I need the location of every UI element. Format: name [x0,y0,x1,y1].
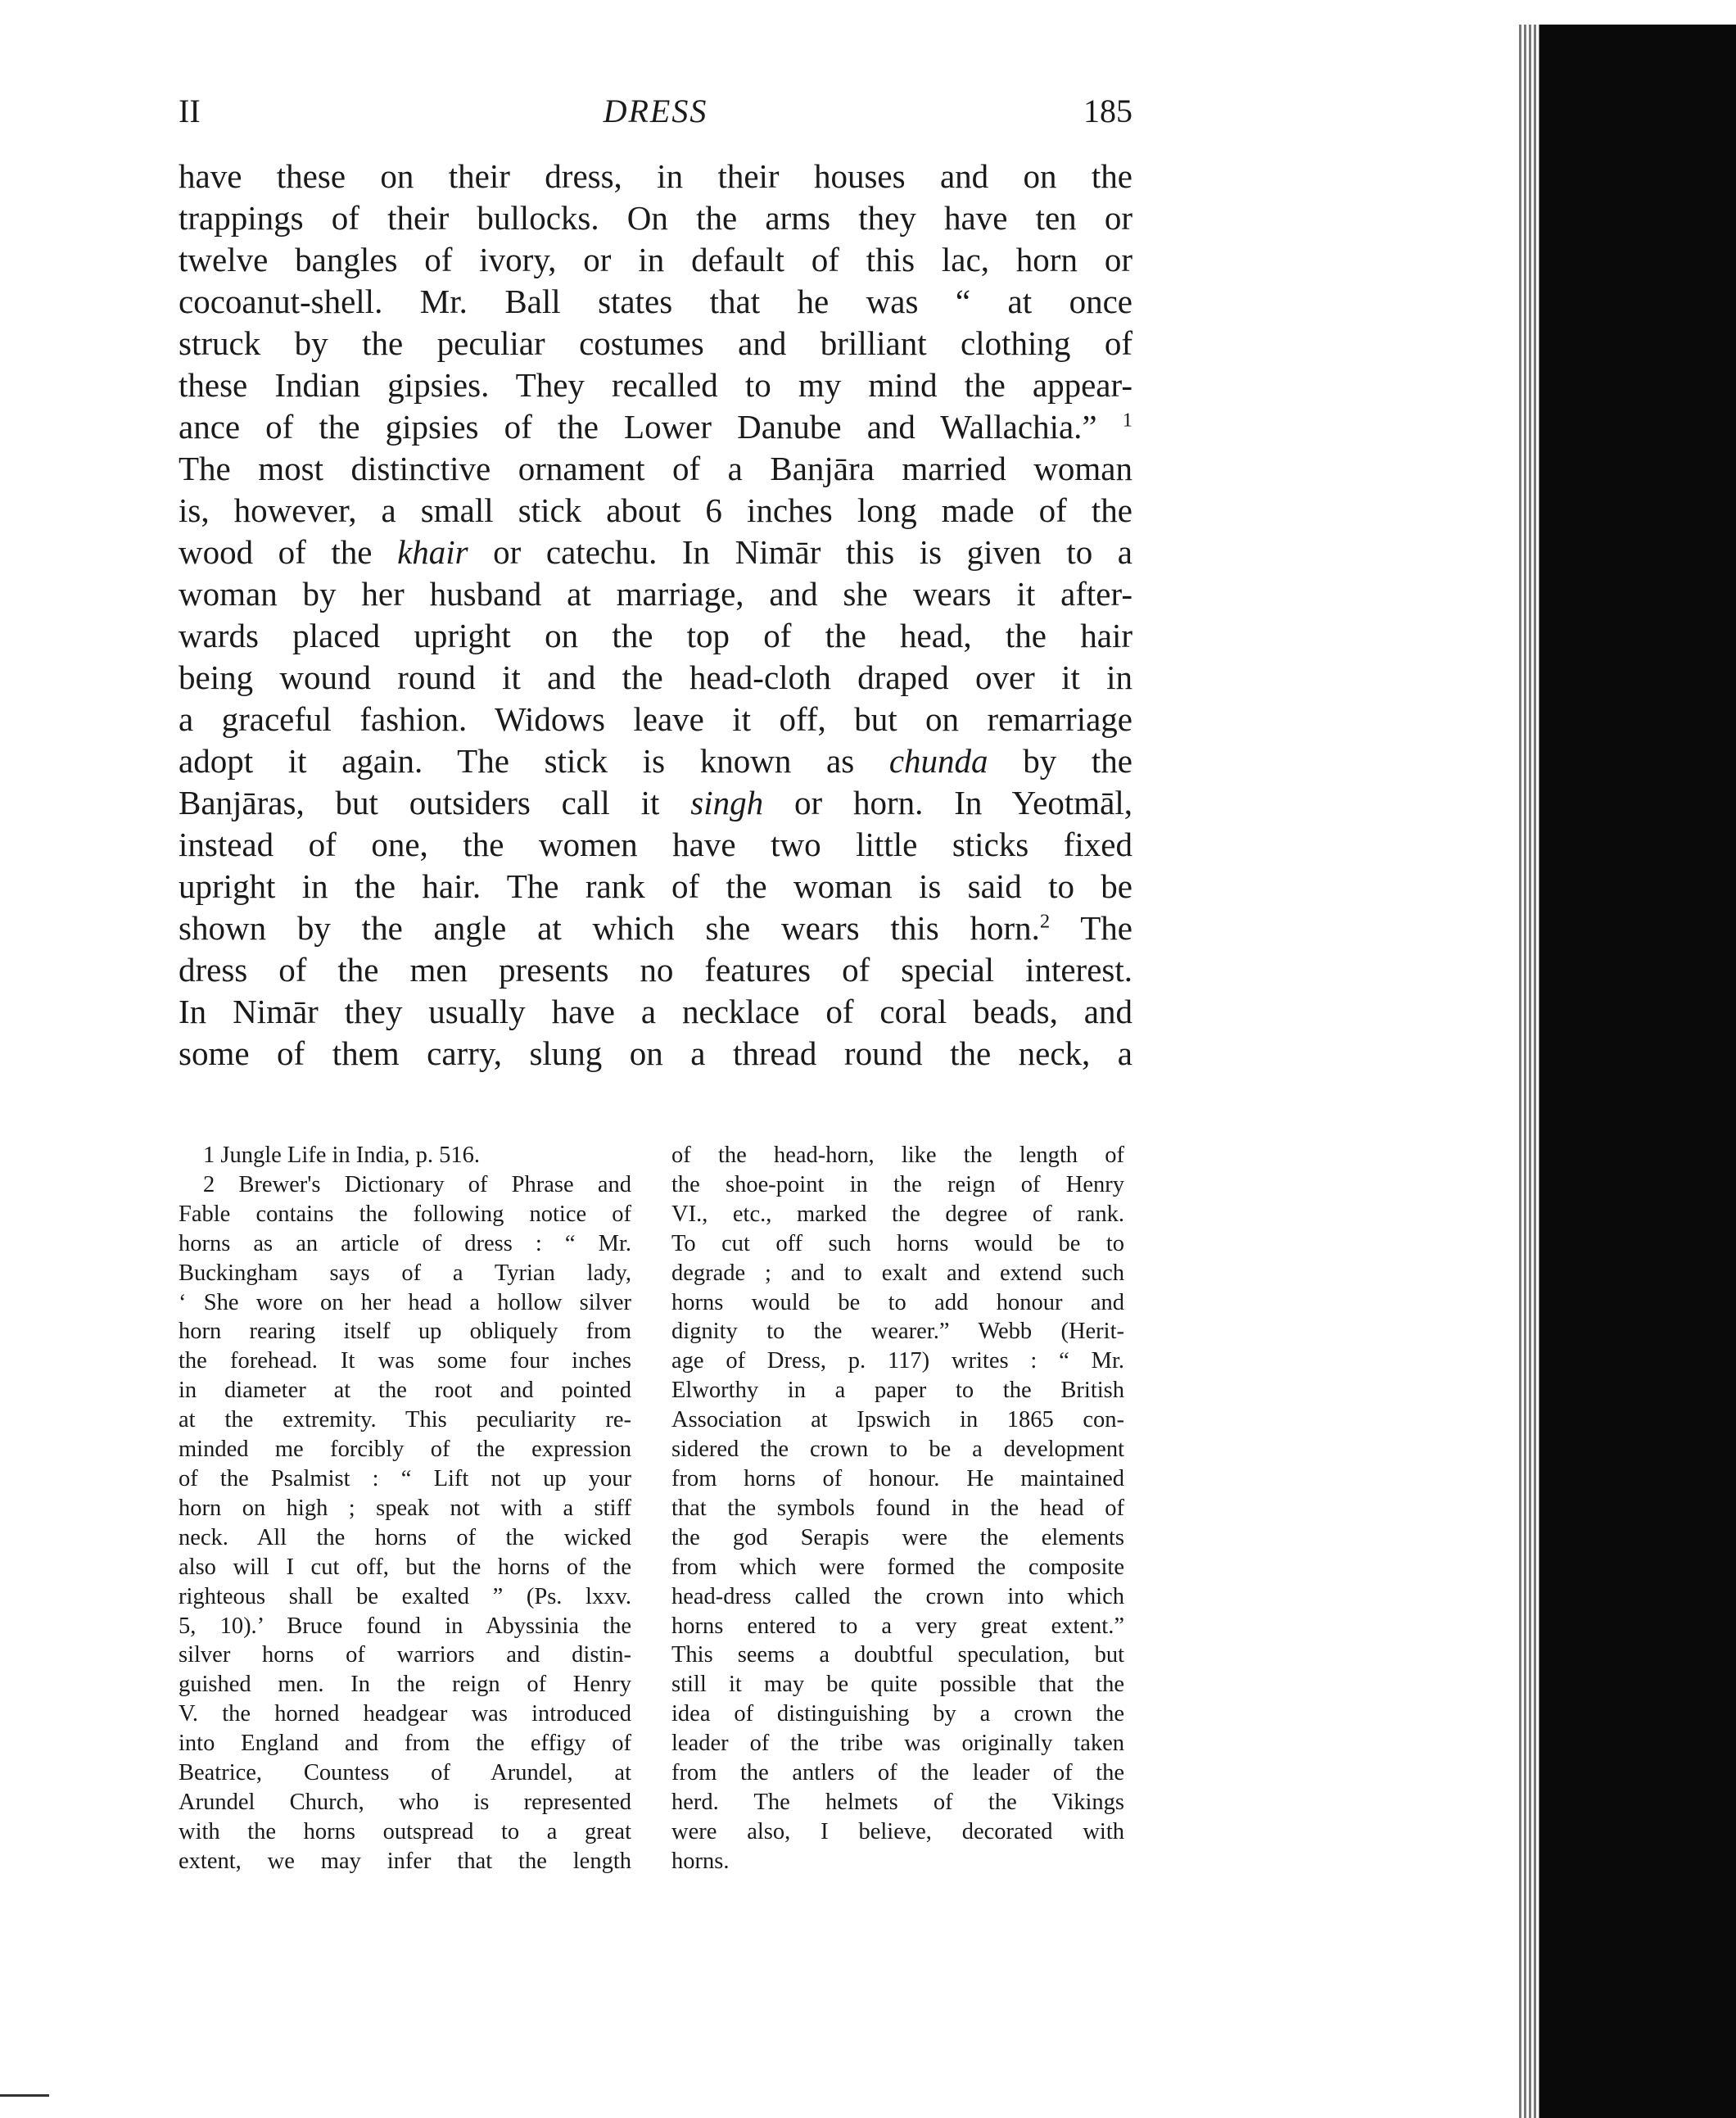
footnote-line: still it may be quite possible that the [671,1672,1124,1698]
body-line: these Indian gipsies. They recalled to my mind the appear- [179,366,1132,404]
running-title: DRESS [603,93,708,129]
body-line [179,907,1132,949]
footnote-line: were also, I believe, decorated with [671,1818,1124,1844]
footnote-line: that the symbols found in the head of [671,1495,1124,1521]
footnote-line: guished men. In the reign of Henry [179,1672,631,1698]
body-line: being wound round it and the head-cloth draped over it in [179,658,1132,696]
body-line: In Nimār they usually have a necklace of coral beads, and [179,993,1132,1030]
footnote-line: of the Psalmist : “ Lift not up your [179,1465,631,1491]
footnote-line: degrade ; and to exalt and extend such [671,1260,1124,1286]
body-line: woman by her husband at marriage, and she wears it after- [179,575,1132,613]
body-line: some of them carry, slung on a thread round the neck, a [179,1034,1132,1072]
body-line: wood of the khair or catechu. In Nimār this is given to a [179,533,1132,571]
footnote-line: Buckingham says of a Tyrian lady, [179,1260,631,1286]
footnote-line: horns. [671,1848,730,1874]
footnote-line: from which were formed the composite [671,1554,1124,1580]
footnote-ref-1: 1 [1122,409,1132,432]
body-line [179,406,1132,448]
body-line: Banjāras, but outsiders call it singh or horn. In Yeotmāl, [179,784,1133,821]
footnote-line: Association at Ipswich in 1865 con- [671,1407,1124,1433]
footnote-line: the god Serapis were the elements [671,1524,1124,1550]
footnote-line: righteous shall be exalted ” (Ps. lxxv. [179,1583,631,1609]
chapter-number: II [179,93,201,129]
body-line: a graceful fashion. Widows leave it off, but on remarriage [179,700,1132,738]
body-line-text: shown by the angle at which she wears this horn. [179,909,1040,947]
footnote-line: To cut off such horns would be to [671,1230,1124,1256]
body-line: The most distinctive ornament of a Banjāra married woman [179,450,1132,487]
footnote-line: horns entered to a very great extent.” [671,1613,1124,1639]
body-line: twelve bangles of ivory, or in default of this lac, horn or [179,241,1132,278]
footnote-line: Arundel Church, who is represented [179,1789,631,1815]
body-line: cocoanut-shell. Mr. Ball states that he was “ at once [179,283,1132,320]
footnote-line: the shoe-point in the reign of Henry [671,1171,1124,1197]
body-line-text: ance of the gipsies of the Lower Danube and Wallachia.” [179,408,1123,446]
footnote-line: from horns of honour. He maintained [671,1465,1124,1491]
scan-shadow-band [1539,25,1736,2118]
footnote-line: ‘ She wore on her head a hollow silver [179,1289,631,1315]
footnote-line: neck. All the horns of the wicked [179,1524,631,1550]
body-line: instead of one, the women have two little sticks fixed [179,826,1132,863]
footnote-line: Fable contains the following notice of [179,1201,631,1227]
footnote-line: 5, 10).’ Bruce found in Abyssinia the [179,1613,631,1639]
page-number: 185 [1083,93,1132,129]
body-line: dress of the men presents no features of special interest. [179,951,1132,989]
footnote-line: from the antlers of the leader of the [671,1760,1124,1786]
footnote-line: This seems a doubtful speculation, but [671,1642,1124,1668]
footnote-line: V. the horned headgear was introduced [179,1701,631,1727]
footnote-line: 2 Brewer's Dictionary of Phrase and [203,1171,631,1197]
footnote-line: the forehead. It was some four inches [179,1348,631,1374]
footnote-line: Beatrice, Countess of Arundel, at [179,1760,631,1786]
body-line: wards placed upright on the top of the head, the hair [179,617,1132,654]
body-line-tail: The [1050,909,1132,947]
footnote-line: age of Dress, p. 117) writes : “ Mr. [671,1348,1124,1374]
footnote-line: also will I cut off, but the horns of the [179,1554,631,1580]
footnotes-left-column [179,1141,631,1876]
footnote-line: horn on high ; speak not with a stiff [179,1495,631,1521]
body-line: struck by the peculiar costumes and brilliant clothing of [179,324,1132,362]
footnote-line: in diameter at the root and pointed [179,1378,631,1404]
running-header [179,92,1132,141]
footnote-line: sidered the crown to be a development [671,1437,1124,1463]
footnote-line: Elworthy in a paper to the British [671,1378,1124,1404]
scan-edge-stripes [1519,25,1542,2118]
footnote-line: into England and from the effigy of [179,1731,631,1757]
body-line: upright in the hair. The rank of the woman is said to be [179,867,1132,905]
main-body-text [179,156,1132,1075]
footnote-line: horn rearing itself up obliquely from [179,1319,631,1345]
footnote-line: dignity to the wearer.” Webb (Herit- [671,1319,1124,1345]
body-line: have these on their dress, in their houses and on the [179,157,1132,195]
footnote-line: silver horns of warriors and distin- [179,1642,631,1668]
footnotes-right-column [671,1141,1124,1876]
footnote-line: 1 Jungle Life in India, p. 516. [203,1143,480,1168]
footnote-line: horns as an article of dress : “ Mr. [179,1230,631,1256]
footnote-line: leader of the tribe was originally taken [671,1731,1124,1757]
footnote-ref-2: 2 [1039,910,1051,933]
scan-margin-mark [0,2094,49,2097]
footnote-line: of the head-horn, like the length of [671,1143,1124,1168]
footnote-line: with the horns outspread to a great [179,1818,631,1844]
body-line: adopt it again. The stick is known as chunda by the [179,742,1132,780]
footnote-line: horns would be to add honour and [671,1289,1124,1315]
body-line: trappings of their bullocks. On the arms they have ten or [179,199,1132,237]
body-line: is, however, a small stick about 6 inches long made of the [179,491,1132,529]
footnote-line: minded me forcibly of the expression [179,1437,631,1463]
footnote-line: at the extremity. This peculiarity re- [179,1407,631,1433]
footnote-line: extent, we may infer that the length [179,1848,631,1874]
footnote-line: head-dress called the crown into which [671,1583,1124,1609]
footnote-line: idea of distinguishing by a crown the [671,1701,1124,1727]
footnote-line: VI., etc., marked the degree of rank. [671,1201,1124,1227]
footnote-line: herd. The helmets of the Vikings [671,1789,1124,1815]
